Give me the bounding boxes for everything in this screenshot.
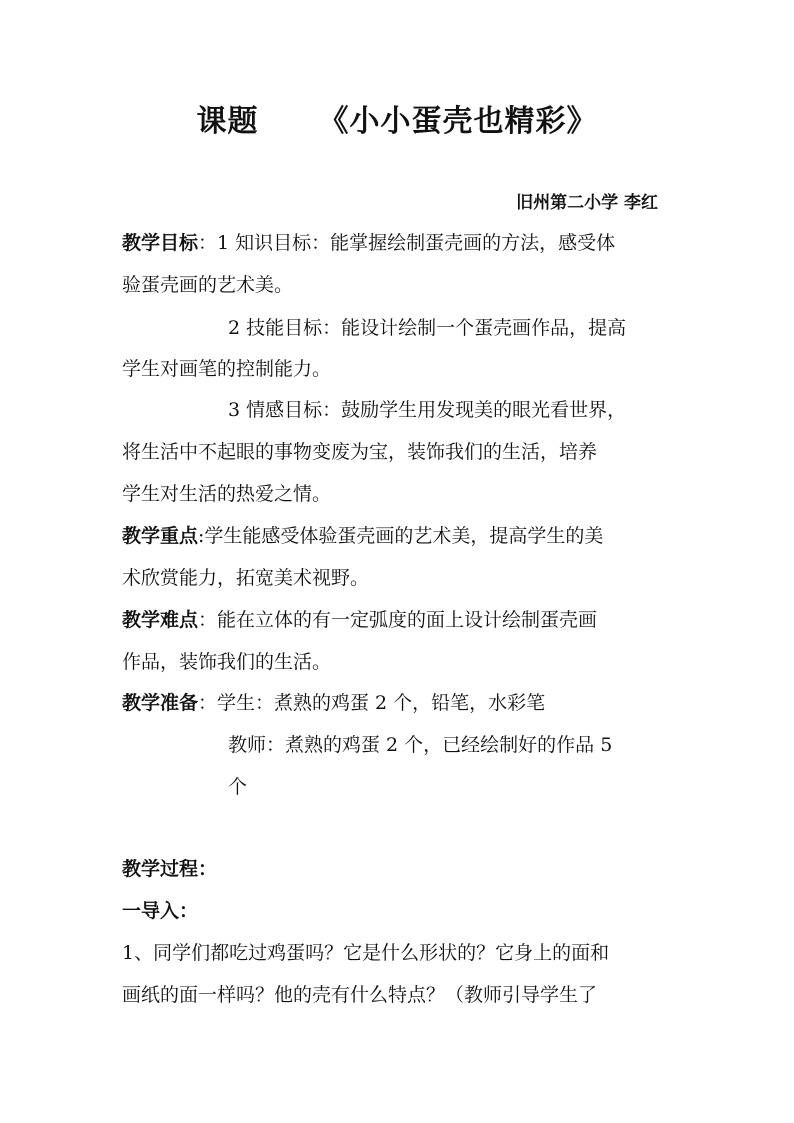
page-title <box>0 96 794 140</box>
objectives-heading: 教学目标 <box>122 232 199 254</box>
preparation-line: 教学准备：学生：煮熟的鸡蛋 2 个，铅笔，水彩笔 <box>122 692 546 714</box>
difficulties-line: 教学难点：能在立体的有一定弧度的面上设计绘制蛋壳画 <box>122 609 598 631</box>
objectives-line: 2 技能目标：能设计绘制一个蛋壳画作品，提高 <box>228 317 627 339</box>
title-label: 课题 <box>196 104 259 139</box>
process-section-heading: 一导入： <box>122 900 199 922</box>
preparation-heading: 教学准备 <box>122 692 199 714</box>
objectives-line: 3 情感目标：鼓励学生用发现美的眼光看世界， <box>228 399 627 421</box>
objectives-line: 将生活中不起眼的事物变废为宝，装饰我们的生活，培养 <box>122 441 598 463</box>
objectives-line: 验蛋壳画的艺术美。 <box>122 274 294 296</box>
author-line: 旧州第二小学 李红 <box>516 193 658 213</box>
key-points-heading: 教学重点 <box>122 525 199 547</box>
objectives-line: 学生对画笔的控制能力。 <box>122 358 332 380</box>
process-line: 画纸的面一样吗？他的壳有什么特点？（教师引导学生了 <box>122 984 598 1006</box>
key-points-line: 教学重点:学生能感受体验蛋壳画的艺术美，提高学生的美 <box>122 525 604 547</box>
difficulties-heading: 教学难点 <box>122 609 199 631</box>
process-line: 1、同学们都吃过鸡蛋吗？它是什么形状的？它身上的面和 <box>122 942 610 964</box>
process-heading: 教学过程： <box>122 858 218 880</box>
objectives-line: 学生对生活的热爱之情。 <box>122 483 332 505</box>
key-points-line: 术欣赏能力，拓宽美术视野。 <box>122 567 370 589</box>
preparation-line: 个 <box>228 776 248 798</box>
lesson-name: 《小小蛋壳也精彩》 <box>318 104 598 139</box>
preparation-line: 教师：煮熟的鸡蛋 2 个，已经绘制好的作品 5 <box>228 734 613 756</box>
difficulties-line: 作品，装饰我们的生活。 <box>122 651 332 673</box>
objectives-line: 教学目标：1 知识目标：能掌握绘制蛋壳画的方法，感受体 <box>122 232 616 254</box>
